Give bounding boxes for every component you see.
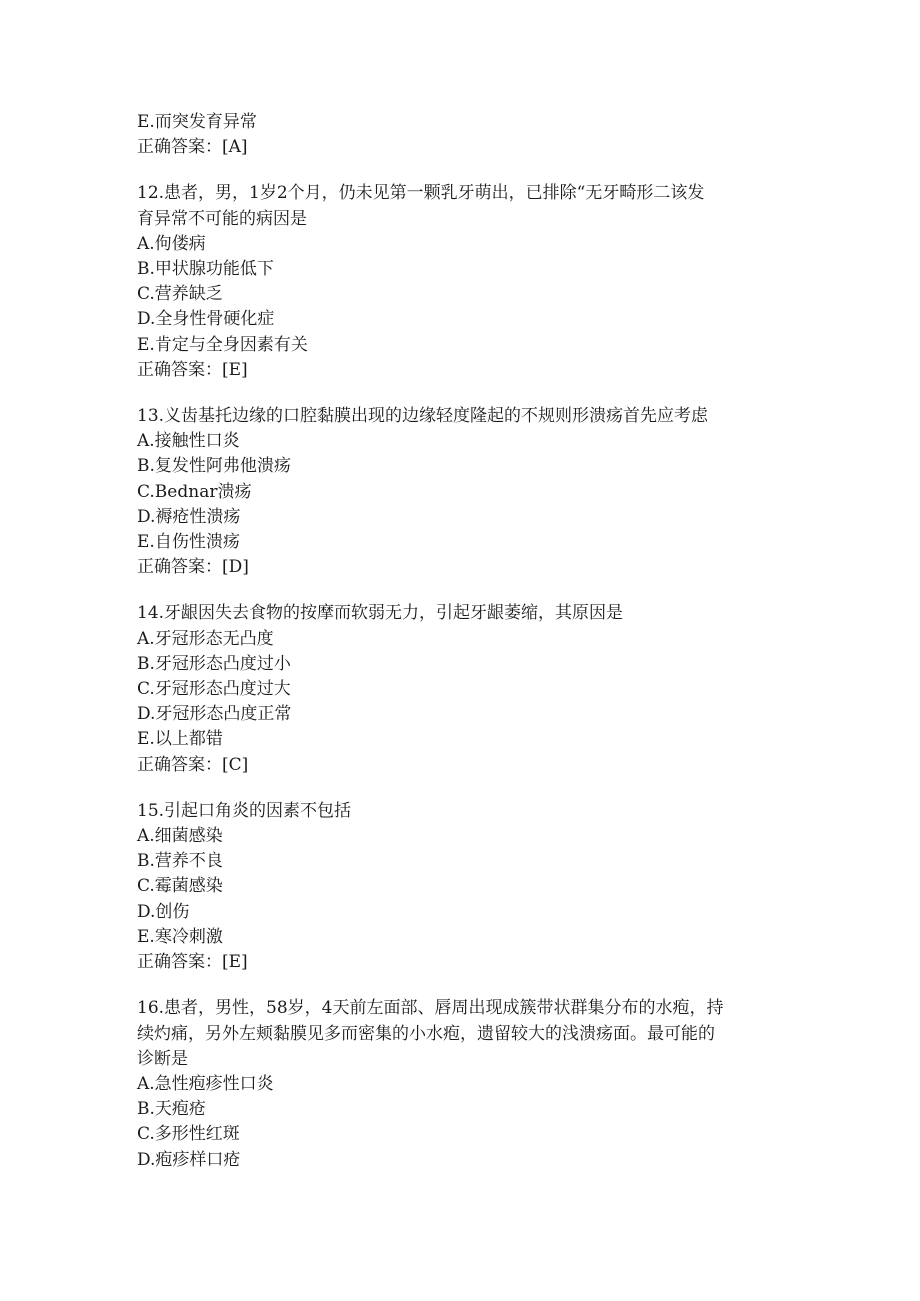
correct-answer: 正确答案：[D] [137,557,249,578]
option-b: B.甲状腺功能低下 [137,259,274,280]
option-e: E.而突发育异常 [137,112,257,132]
question-stem-line: 诊断是 [137,1048,188,1069]
question-stem-line: 续灼痛，另外左颊黏膜见多而密集的小水疱，遗留较大的浅溃疡面。最可能的 [137,1023,715,1044]
option-e: E.自伤性溃疡 [137,532,240,553]
option-c: C.霉菌感染 [137,876,223,897]
question-stem-line: 14.牙龈因失去食物的按摩而软弱无力，引起牙龈萎缩，其原因是 [137,603,624,624]
option-b: B.牙冠形态凸度过小 [137,653,291,674]
option-d: D.褥疮性溃疡 [137,506,241,527]
question-16 [137,996,787,1172]
option-e: E.以上都错 [137,729,223,750]
option-b: B.天疱疮 [137,1099,206,1120]
option-e: E.寒冷刺激 [137,926,223,947]
option-d: D.牙冠形态凸度正常 [137,704,292,725]
option-a: A.佝偻病 [137,233,206,254]
question-15 [137,799,787,975]
question-14 [137,601,787,777]
correct-answer: 正确答案：[E] [137,952,248,973]
option-e: E.肯定与全身因素有关 [137,334,308,355]
question-stem-line: 12.患者，男，1岁2个月，仍未见第一颗乳牙萌出，已排除“无牙畸形二该发 [137,183,705,204]
question-stem-line: 15.引起口角炎的因素不包括 [137,800,352,821]
option-d: D.创伤 [137,901,190,922]
option-a: A.急性疱疹性口炎 [137,1073,274,1094]
option-d: D.全身性骨硬化症 [137,309,275,330]
option-d: D.疱疹样口疮 [137,1149,241,1170]
option-c: C.营养缺乏 [137,284,223,305]
option-a: A.接触性口炎 [137,431,240,452]
question-13 [137,404,787,580]
option-b: B.营养不良 [137,851,223,872]
correct-answer: 正确答案：[C] [137,754,249,775]
question-12 [137,181,787,383]
question-list [137,110,787,1173]
option-b: B.复发性阿弗他溃疡 [137,456,291,477]
correct-answer: 正确答案：[A] [137,137,248,158]
option-a: A.牙冠形态无凸度 [137,628,274,649]
question-11-tail [137,110,787,160]
question-stem-line: 育异常不可能的病因是 [137,208,307,229]
option-a: A.细菌感染 [137,826,223,847]
option-c: C.多形性红斑 [137,1124,240,1145]
option-c: C.Bednar溃疡 [137,481,252,502]
option-c: C.牙冠形态凸度过大 [137,679,291,700]
question-stem-line: 16.患者，男性，58岁，4天前左面部、唇周出现成簇带状群集分布的水疱，持 [137,998,724,1019]
question-stem-line: 13.义齿基托边缘的口腔黏膜出现的边缘轻度隆起的不规则形溃疡首先应考虑 [137,406,709,427]
correct-answer: 正确答案：[E] [137,359,248,380]
